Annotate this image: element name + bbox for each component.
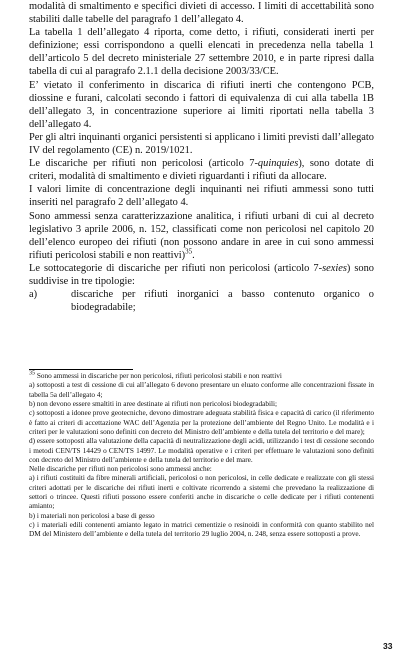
footnote-nelle-a: a) i rifiuti costituiti da fibre minerali artificiali, pericolosi o non pericolosi, in celle dedicate e realizzate con gli stessi criteri adottati per le discariche dei rifiuti inerti e coltivate ricorrendo a sistemi che prevedano la realizzazione di settori o trincee. Questi rifiuti possono essere conferiti anche in discariche o celle dedicate per i rifiuti contenenti amianto; xyxy=(29,474,374,511)
footnote-intro: $^{35}$ Sono ammessi in discariche per non pericolosi, rifiuti pericolosi stabili e non reattivi xyxy=(29,370,282,380)
paragraph-ammessi: Sono ammessi senza caratterizzazione analitica, i rifiuti urbani di cui al decreto legislativo 3 aprile 2006, n. 152, classificati come non pericolosi nel capitolo 20 dell’elenco europeo dei rifiuti (non possono andare in aree in cui sono ammessi rifiuti pericolosi stabili e non reattivi)$^{35}$. xyxy=(29,210,374,261)
paragraph-sottocategorie: Le sottocategorie di discariche per rifiuti non pericolosi (articolo 7-sexies) sono suddivise in tre tipologie: xyxy=(29,262,374,287)
main-text xyxy=(29,0,374,314)
footnote-nelle-b: b) i materiali non pericolosi a base di gesso xyxy=(29,511,155,520)
paragraph-limits: modalità di smaltimento e specifici divieti di accesso. I limiti di accettabilità sono stabiliti dalle tabelle del paragrafo 1 dell’allegato 4. xyxy=(29,1,374,26)
paragraph-tabella: La tabella 1 dell’allegato 4 riporta, come detto, i rifiuti, considerati inerti per definizione; essi corrispondono a quelli elencati in precedenza nella tabella 1 dell’articolo 5 del decreto ministeriale 27 settembre 2010, e in parte ripresi dalla tabella di cui al paragrafo 2.1.1 della decisione 2003/33/CE. xyxy=(29,27,374,78)
footnote xyxy=(29,372,374,540)
footnote-nelle: Nelle discariche per rifiuti non pericolosi sono ammessi anche: xyxy=(29,465,212,474)
paragraph-valori-limite: I valori limite di concentrazione degli inquinanti nei rifiuti ammessi sono tutti inseriti nel paragrafo 2 dell’allegato 4. xyxy=(29,184,374,209)
list-label: a) xyxy=(29,289,38,301)
paragraph-vietato: E’ vietato il conferimento in discarica di rifiuti inerti che contengono PCB, diossine e furani, calcolati secondo i fattori di equivalenza di cui alla tabella 1B dell’allegato 3, in concentrazione superiore ai limiti riportati nella tabella 3 dell’allegato 4. xyxy=(29,79,374,130)
list-text: discariche per rifiuti inorganici a basso contenuto organico o biodegradabile; xyxy=(71,289,374,314)
paragraph-altri-inquinanti: Per gli altri inquinanti organici persistenti si applicano i limiti previsti dall’allegato IV del regolamento (CE) n. 2019/1021. xyxy=(29,131,374,157)
paragraph-discariche: Le discariche per rifiuti non pericolosi (articolo 7-quinquies), sono dotate di criteri, modalità di smaltimento e divieti riguardanti i rifiuti da allocare. xyxy=(29,158,374,183)
list-item-a xyxy=(29,288,374,314)
footnote-nelle-c: c) i materiali edili contenenti amianto legato in matrici cementizie o resinoidi in conformità con quanto stabilito nel DM del Ministero dell’ambiente e della tutela del territorio 29 luglio 2004, n. 248, senza essere sottoposti a prove. xyxy=(29,521,374,539)
footnote-item-a: a) sottoposti a test di cessione di cui all’allegato 6 devono presentare un eluato conforme alle concentrazioni fissate in tabella 5a dell’allegato 4; xyxy=(29,381,374,399)
page-number: 33 xyxy=(383,641,393,651)
footnote-separator xyxy=(29,369,133,370)
footnote-item-b: b) non devono essere smaltiti in aree destinate ai rifiuti non pericolosi biodegradabili; xyxy=(29,399,278,408)
footnote-item-c: c) sottoposti a idonee prove geotecniche, devono dimostrare adeguata stabilità fisica e capacità di carico (il riferimento è fatto ai criteri di accettazione WAC dell’Agenzia per la protezione dell’ambiente del Regno Unito. Le modalità e i criteri per le valutazioni sono definiti con decreto del Ministro dell’ambiente e della tutela del territorio e del mare); xyxy=(29,409,374,436)
footnote-ref[interactable]: 35 xyxy=(185,247,193,256)
footnote-item-d: d) essere sottoposti alla valutazione della capacità di neutralizzazione degli acidi, utilizzando i test di cessione secondo i metodi CEN/TS 14429 o CEN/TS 14997. Le modalità operative e i criteri per effettuare le valutazioni sono definiti con decreto del Ministro dell’ambiente e della tutela del territorio e del mare. xyxy=(29,437,374,464)
